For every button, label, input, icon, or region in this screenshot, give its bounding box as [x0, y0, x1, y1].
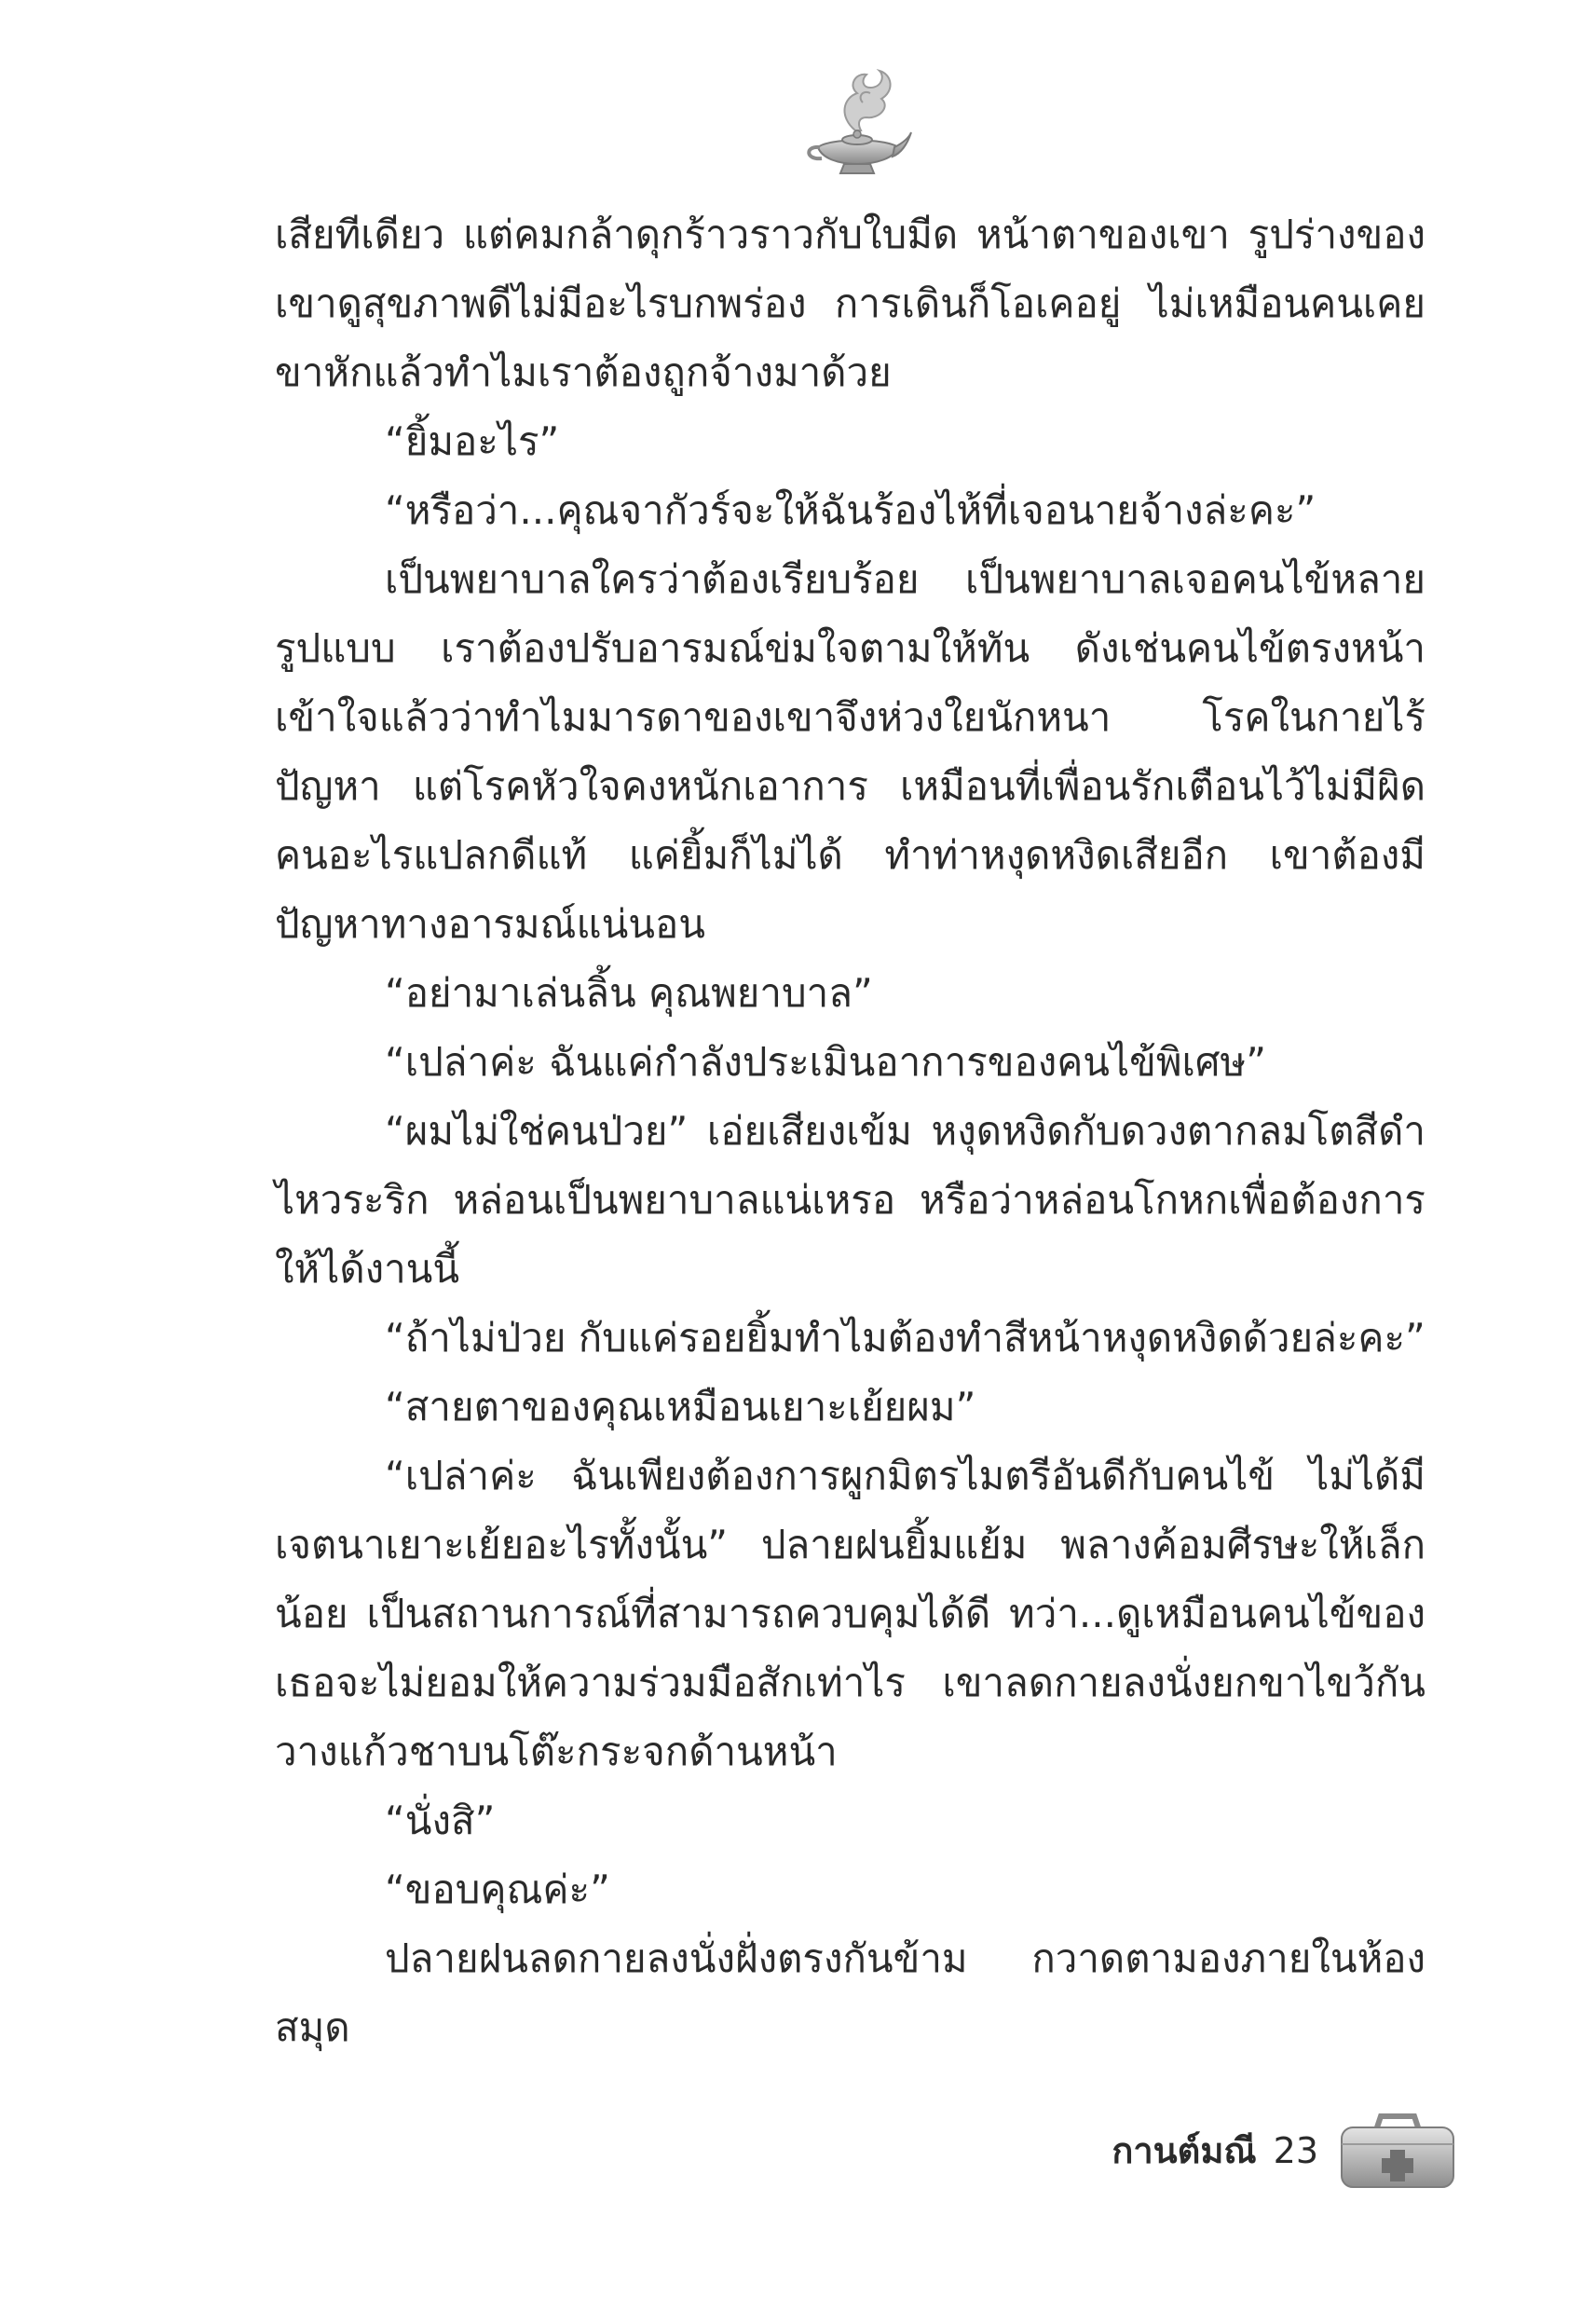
- dialogue-line: “อย่ามาเล่นลิ้น คุณพยาบาล”: [385, 970, 873, 1016]
- paragraph: ปลายฝนลดกายลงนั่งฝั่งตรงกันข้าม กวาดตามองภายในห้องสมุด: [275, 1935, 1425, 2050]
- dialogue-line: “หรือว่า...คุณจากัวร์จะให้ฉันร้องไห้ที่เจอนายจ้างล่ะคะ”: [385, 487, 1316, 533]
- paragraph: “เปล่าค่ะ ฉันเพียงต้องการผูกมิตรไมตรีอันดีกับคนไข้ ไม่ได้มีเจตนาเยาะเย้ยอะไรทั้งนั้น” ปลายฝนยิ้มแย้ม พลางค้อมศีรษะให้เล็กน้อย เป็นสถานการณ์ที่สามารถควบคุมได้ดี ทว่า...ดูเหมือนคนไข้ของเธอจะไม่ยอมให้ความร่วมมือสักเท่าไร เขาลดกายลงนั่งยกขาไขว้กัน วางแก้วชาบนโต๊ะกระจกด้านหน้า: [275, 1453, 1425, 1774]
- paragraph: “ผมไม่ใช่คนป่วย” เอ่ยเสียงเข้ม หงุดหงิดกับดวงตากลมโตสีดำไหวระริก หล่อนเป็นพยาบาลแน่เหรอ หรือว่าหล่อนโกหกเพื่อต้องการให้ได้งานนี้: [275, 1108, 1425, 1292]
- dialogue-line: “ถ้าไม่ป่วย กับแค่รอยยิ้มทำไมต้องทำสีหน้าหงุดหงิดด้วยล่ะคะ”: [385, 1315, 1425, 1361]
- first-aid-kit-icon: [1332, 2111, 1463, 2193]
- body-text: [275, 200, 1425, 2062]
- dialogue-line: “เปล่าค่ะ ฉันแค่กำลังประเมินอาการของคนไข้พิเศษ”: [385, 1039, 1266, 1085]
- dialogue-line: “นั่งสิ”: [385, 1798, 496, 1843]
- paragraph: เสียทีเดียว แต่คมกล้าดุกร้าวราวกับใบมีด หน้าตาของเขา รูปร่างของเขาดูสุขภาพดีไม่มีอะไรบกพร่อง การเดินก็โอเคอยู่ ไม่เหมือนคนเคยขาหักแล้วทำไมเราต้องถูกจ้างมาด้วย: [275, 212, 1425, 395]
- page-number: 23: [1273, 2130, 1318, 2171]
- dialogue-line: “ขอบคุณค่ะ”: [385, 1867, 610, 1912]
- running-title: กานต์มณี: [1112, 2130, 1257, 2171]
- footer-text: [1112, 2127, 1318, 2174]
- page-footer: [1071, 2111, 1463, 2204]
- dialogue-line: “สายตาของคุณเหมือนเยาะเย้ยผม”: [385, 1384, 976, 1429]
- magic-lamp-icon: [801, 65, 913, 186]
- dialogue-line: “ยิ้มอะไร”: [385, 418, 560, 464]
- paragraph: เป็นพยาบาลใครว่าต้องเรียบร้อย เป็นพยาบาลเจอคนไข้หลายรูปแบบ เราต้องปรับอารมณ์ข่มใจตามให้ทัน ดังเช่นคนไข้ตรงหน้า เข้าใจแล้วว่าทำไมมารดาของเขาจึงห่วงใยนักหนา โรคในกายไร้ปัญหา แต่โรคหัวใจคงหนักเอาการ เหมือนที่เพื่อนรักเตือนไว้ไม่มีผิด คนอะไรแปลกดีแท้ แค่ยิ้มก็ไม่ได้ ทำท่าหงุดหงิดเสียอีก เขาต้องมีปัญหาทางอารมณ์แน่นอน: [275, 556, 1425, 947]
